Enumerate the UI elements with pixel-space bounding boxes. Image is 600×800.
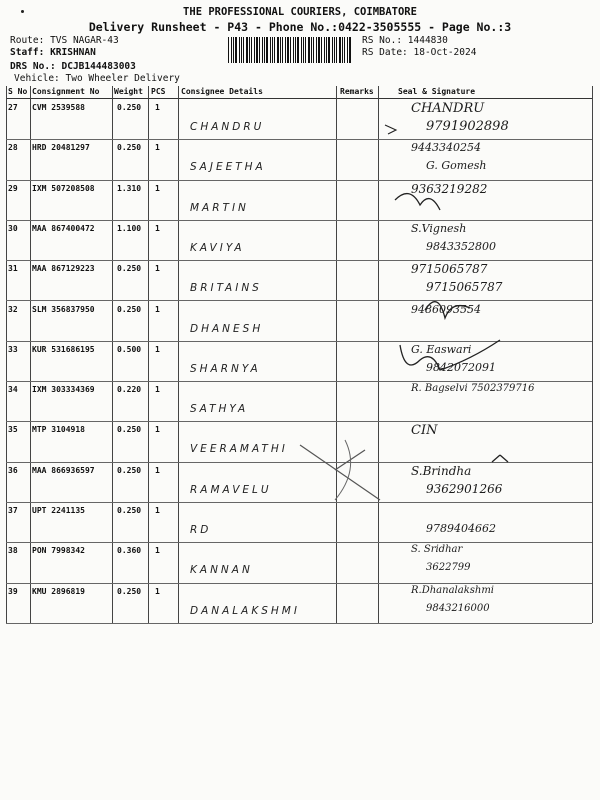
row-pcs: 1 [155, 586, 160, 596]
row-consignment-no: HRD 20481297 [32, 143, 90, 153]
row-consignment-no: PON 7998342 [32, 546, 85, 556]
table-row [6, 260, 592, 301]
rs-date-value: 18-Oct-2024 [413, 47, 477, 58]
row-weight: 0.360 [117, 546, 142, 556]
row-signature-line-2: 9843352800 [426, 239, 496, 253]
row-sno: 27 [8, 103, 18, 112]
row-weight: 0.250 [117, 103, 142, 112]
row-weight: 0.250 [117, 304, 142, 314]
table-header [6, 86, 592, 99]
row-pcs: 1 [155, 546, 160, 556]
rs-no-line [362, 35, 448, 46]
row-consignment-no: SLM 356837950 [32, 304, 95, 314]
row-weight: 0.250 [117, 465, 142, 475]
row-weight: 1.100 [117, 223, 142, 233]
col-weight: Weight [114, 87, 143, 96]
row-sno: 37 [8, 506, 18, 515]
table-row [6, 462, 592, 503]
col-consignee: Consignee Details [181, 87, 263, 96]
row-consignment-no: MAA 867129223 [32, 264, 95, 274]
row-pcs: 1 [155, 465, 160, 475]
route-label: Route: [10, 35, 45, 46]
row-signature-line-1: S.Vignesh [411, 221, 467, 235]
rs-date-line [362, 47, 476, 58]
row-consignee-name: RAMAVELU [190, 483, 272, 496]
row-pcs: 1 [155, 304, 160, 314]
table-row [6, 139, 592, 180]
row-weight: 0.250 [117, 143, 142, 153]
row-consignee-name: VEERAMATHI [190, 443, 288, 456]
row-signature-line-1: R.Dhanalakshmi [411, 584, 495, 596]
row-signature-line-2: G. Gomesh [426, 159, 487, 173]
row-weight: 0.250 [117, 506, 142, 515]
table-row [6, 542, 592, 583]
staff-label: Staff: [10, 47, 45, 58]
row-signature-line-1: S.Brindha [411, 463, 472, 478]
rs-no-value: 1444830 [407, 35, 448, 46]
vehicle-line [14, 73, 180, 84]
row-consignee-name: SAJEETHA [190, 161, 266, 174]
row-pcs: 1 [155, 506, 160, 515]
route-value: TVS NAGAR-43 [50, 35, 119, 46]
row-signature-line-1: 9715065787 [411, 262, 488, 277]
row-signature-line-2: 9791902898 [426, 119, 509, 134]
row-consignee-name: MARTIN [190, 201, 249, 214]
row-consignee-name: SHARNYA [190, 362, 261, 375]
row-signature-line-1: 9363219282 [411, 181, 488, 196]
table-row [6, 341, 592, 382]
row-sno: 30 [8, 223, 18, 233]
row-consignee-name: CHANDRU [190, 121, 265, 133]
staff-value: KRISHNAN [50, 47, 96, 58]
row-signature-line-2: 9842072091 [426, 360, 496, 374]
row-weight: 0.250 [117, 264, 142, 274]
row-signature-line-1: 9486093554 [411, 302, 481, 316]
route-line [10, 35, 119, 46]
row-consignment-no: IXM 507208508 [32, 183, 95, 193]
row-signature-line-2: 9362901266 [426, 481, 503, 496]
row-signature-line-2: 9843216000 [426, 602, 490, 614]
col-pcs: PCS [151, 87, 166, 96]
row-sno: 32 [8, 304, 18, 314]
row-pcs: 1 [155, 385, 160, 395]
row-consignee-name: KAVIYA [190, 241, 245, 254]
row-consignment-no: UPT 2241135 [32, 506, 85, 515]
vehicle-label: Vehicle: [14, 73, 60, 84]
row-sno: 28 [8, 143, 18, 153]
row-signature-line-2: 9789404662 [426, 522, 496, 535]
row-pcs: 1 [155, 103, 160, 112]
row-signature-line-1: R. Bagselvi 7502379716 [411, 383, 535, 395]
vehicle-value: Two Wheeler Delivery [65, 73, 180, 84]
col-seal: Seal & Signature [398, 87, 476, 96]
runsheet-subtitle: Delivery Runsheet - P43 - Phone No.:0422-3505555 - Page No.:3 [88, 20, 512, 34]
row-consignee-name: DANALAKSHMI [190, 604, 300, 617]
row-signature-line-2: 3622799 [426, 562, 471, 574]
row-sno: 38 [8, 546, 18, 556]
row-consignment-no: KMU 2896819 [32, 586, 85, 596]
row-consignee-name: RD [190, 524, 212, 536]
row-weight: 0.220 [117, 385, 142, 395]
drs-value: DCJB144483003 [61, 61, 136, 72]
row-weight: 1.310 [117, 183, 142, 193]
rs-date-label: RS Date: [362, 47, 408, 58]
row-weight: 0.250 [117, 586, 142, 596]
row-pcs: 1 [155, 223, 160, 233]
table-row [6, 421, 592, 462]
row-sno: 33 [8, 344, 18, 354]
table-row [6, 502, 592, 543]
row-sno: 36 [8, 465, 18, 475]
row-signature-line-2: 9715065787 [426, 280, 503, 295]
barcode [228, 37, 352, 63]
table-row [6, 99, 592, 140]
table-row [6, 220, 592, 261]
row-sno: 29 [8, 183, 18, 193]
row-pcs: 1 [155, 344, 160, 354]
row-consignment-no: MAA 867400472 [32, 223, 95, 233]
table-row [6, 381, 592, 422]
table-row [6, 583, 592, 624]
col-consignment: Consignment No [32, 87, 100, 96]
row-consignment-no: KUR 531686195 [32, 344, 95, 354]
row-consignee-name: KANNAN [190, 564, 253, 577]
row-consignee-name: DHANESH [190, 322, 264, 335]
row-signature-line-1: G. Easwari [411, 342, 472, 356]
row-consignment-no: CVM 2539588 [32, 103, 85, 112]
table-row [6, 301, 592, 342]
row-consignment-no: MAA 866936597 [32, 465, 95, 475]
row-signature-line-1: CHANDRU [411, 101, 485, 116]
row-consignment-no: MTP 3104918 [32, 425, 85, 435]
row-signature-line-1: 9443340254 [411, 141, 481, 155]
company-title: THE PROFESSIONAL COURIERS, COIMBATORE [183, 6, 417, 18]
col-remarks: Remarks [340, 87, 374, 96]
row-pcs: 1 [155, 264, 160, 274]
row-sno: 31 [8, 264, 18, 274]
staff-line [10, 47, 96, 58]
row-consignee-name: SATHYA [190, 403, 249, 416]
drs-line [10, 61, 136, 72]
row-consignee-name: BRITAINS [190, 282, 262, 295]
table-row [6, 180, 592, 221]
row-sno: 35 [8, 425, 18, 435]
row-pcs: 1 [155, 425, 160, 435]
row-pcs: 1 [155, 143, 160, 153]
rs-no-label: RS No.: [362, 35, 403, 46]
row-signature-line-1: S. Sridhar [411, 544, 463, 556]
row-weight: 0.250 [117, 425, 142, 435]
row-sno: 34 [8, 385, 18, 395]
column-divider [592, 86, 593, 623]
row-pcs: 1 [155, 183, 160, 193]
row-consignment-no: IXM 303334369 [32, 385, 95, 395]
row-sno: 39 [8, 586, 18, 596]
col-sno: S No [8, 87, 28, 96]
row-signature-line-1: CIN [411, 423, 438, 439]
drs-label: DRS No.: [10, 61, 56, 72]
row-weight: 0.500 [117, 344, 142, 354]
